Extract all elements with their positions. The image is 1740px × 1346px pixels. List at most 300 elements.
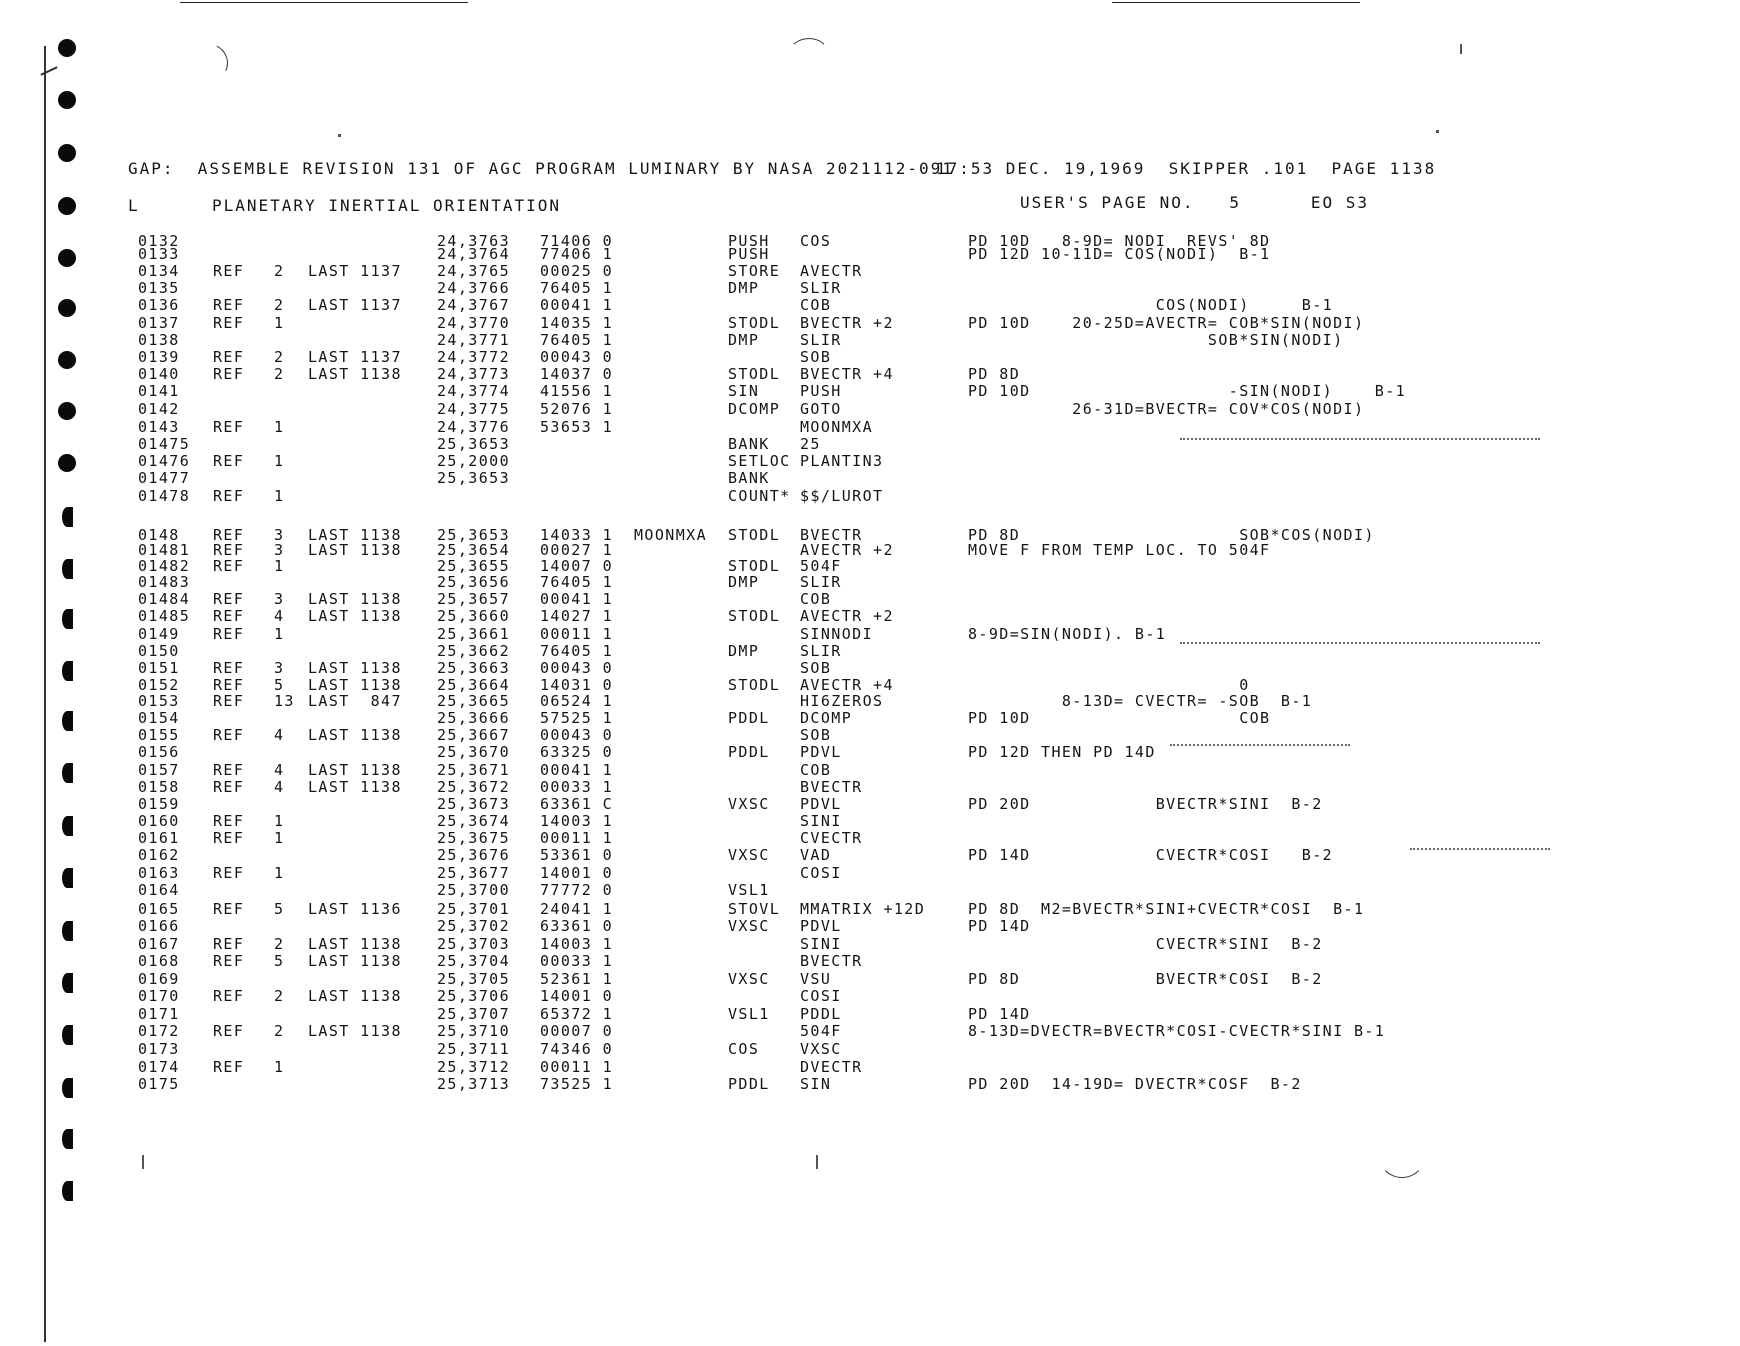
- ref-count: 1: [274, 625, 285, 643]
- opcode: VSL1: [728, 1005, 770, 1023]
- last-ref: LAST 1138: [308, 659, 402, 677]
- opcode: VXSC: [728, 795, 770, 813]
- operand: MOONMXA: [800, 418, 874, 436]
- octal-word: 76405 1: [540, 331, 614, 349]
- ref-flag: REF: [213, 526, 245, 544]
- operand: SLIR: [800, 279, 842, 297]
- address: 25,3711: [437, 1040, 511, 1058]
- ref-count: 2: [274, 262, 285, 280]
- operand: SOB: [800, 726, 832, 744]
- comment: PD 8D M2=BVECTR*SINI+CVECTR*COSI B-1: [968, 900, 1365, 918]
- tractor-hole: [58, 39, 76, 57]
- listing-row: [0, 279, 1740, 296]
- section-title: PLANETARY INERTIAL ORIENTATION: [212, 196, 561, 215]
- address: 25,3712: [437, 1058, 511, 1076]
- ref-count: 13: [274, 692, 295, 710]
- line-number: 0135: [138, 279, 180, 297]
- comment: PD 8D: [968, 365, 1021, 383]
- listing-row: [0, 314, 1740, 331]
- paper-speck: [142, 1155, 144, 1169]
- paper-speck: [816, 1155, 818, 1169]
- listing-row: [0, 1075, 1740, 1092]
- ref-flag: REF: [213, 296, 245, 314]
- listing-row: [0, 452, 1740, 469]
- last-ref: LAST 1138: [308, 676, 402, 694]
- line-number: 0134: [138, 262, 180, 280]
- ref-count: 4: [274, 607, 285, 625]
- listing-row: [0, 829, 1740, 846]
- print-smudge: [1410, 848, 1550, 850]
- line-number: 0138: [138, 331, 180, 349]
- octal-word: 76405 1: [540, 642, 614, 660]
- ref-count: 2: [274, 348, 285, 366]
- operand: VSU: [800, 970, 832, 988]
- operand: DVECTR: [800, 1058, 863, 1076]
- operand: BVECTR +4: [800, 365, 894, 383]
- opcode: STODL: [728, 526, 781, 544]
- octal-word: 41556 1: [540, 382, 614, 400]
- opcode: STODL: [728, 676, 781, 694]
- line-number: 01484: [138, 590, 191, 608]
- ref-flag: REF: [213, 778, 245, 796]
- line-number: 0158: [138, 778, 180, 796]
- ref-count: 2: [274, 1022, 285, 1040]
- line-number: 0162: [138, 846, 180, 864]
- operand: PLANTIN3: [800, 452, 884, 470]
- operand: BVECTR +2: [800, 314, 894, 332]
- ref-count: 1: [274, 829, 285, 847]
- comment: CVECTR*SINI B-2: [968, 935, 1323, 953]
- opcode: COS: [728, 1040, 760, 1058]
- last-ref: LAST 1138: [308, 365, 402, 383]
- address: 25,3666: [437, 709, 511, 727]
- last-ref: LAST 1138: [308, 935, 402, 953]
- opcode: STODL: [728, 314, 781, 332]
- line-number: 0165: [138, 900, 180, 918]
- ref-count: 4: [274, 726, 285, 744]
- line-number: 0148: [138, 526, 180, 544]
- ref-flag: REF: [213, 761, 245, 779]
- listing-row: [0, 607, 1740, 624]
- listing-row: [0, 676, 1740, 693]
- line-number: 0141: [138, 382, 180, 400]
- opcode: PDDL: [728, 743, 770, 761]
- listing-row: [0, 952, 1740, 969]
- octal-word: 00043 0: [540, 348, 614, 366]
- octal-word: 00033 1: [540, 778, 614, 796]
- ref-count: 4: [274, 778, 285, 796]
- octal-word: 73525 1: [540, 1075, 614, 1093]
- listing-row: [0, 987, 1740, 1004]
- listing-row: [0, 761, 1740, 778]
- address: 25,3660: [437, 607, 511, 625]
- address: 25,3700: [437, 881, 511, 899]
- line-number: 0161: [138, 829, 180, 847]
- octal-word: 77406 1: [540, 245, 614, 263]
- listing-row: [0, 382, 1740, 399]
- ref-count: 3: [274, 541, 285, 559]
- address: 25,3673: [437, 795, 511, 813]
- listing-row: [0, 917, 1740, 934]
- ref-flag: REF: [213, 829, 245, 847]
- ref-count: 1: [274, 487, 285, 505]
- address: 25,3655: [437, 557, 511, 575]
- last-ref: LAST 1138: [308, 541, 402, 559]
- opcode: PUSH: [728, 245, 770, 263]
- operand: SLIR: [800, 642, 842, 660]
- comment: MOVE F FROM TEMP LOC. TO 504F: [968, 541, 1271, 559]
- operand: AVECTR +4: [800, 676, 894, 694]
- ref-flag: REF: [213, 262, 245, 280]
- ref-flag: REF: [213, 864, 245, 882]
- opcode: PDDL: [728, 709, 770, 727]
- address: 25,3664: [437, 676, 511, 694]
- operand: PDVL: [800, 795, 842, 813]
- address: 24,3765: [437, 262, 511, 280]
- address: 25,3656: [437, 573, 511, 591]
- address: 25,3653: [437, 526, 511, 544]
- operand: SINI: [800, 935, 842, 953]
- last-ref: LAST 1138: [308, 761, 402, 779]
- comment: 0: [968, 676, 1250, 694]
- octal-word: 14027 1: [540, 607, 614, 625]
- opcode: VXSC: [728, 917, 770, 935]
- line-number: 0171: [138, 1005, 180, 1023]
- comment: PD 10D 20-25D=AVECTR= COB*SIN(NODI): [968, 314, 1365, 332]
- listing-row: [0, 1040, 1740, 1057]
- ref-flag: REF: [213, 625, 245, 643]
- opcode: STODL: [728, 365, 781, 383]
- opcode: VXSC: [728, 846, 770, 864]
- operand: MMATRIX +12D: [800, 900, 926, 918]
- octal-word: 77772 0: [540, 881, 614, 899]
- operand: VXSC: [800, 1040, 842, 1058]
- address: 25,3701: [437, 900, 511, 918]
- comment: 8-13D=DVECTR=BVECTR*COSI-CVECTR*SINI B-1: [968, 1022, 1386, 1040]
- listing-row: [0, 1058, 1740, 1075]
- operand: CVECTR: [800, 829, 863, 847]
- address: 25,3703: [437, 935, 511, 953]
- octal-word: 52076 1: [540, 400, 614, 418]
- octal-word: 63361 C: [540, 795, 614, 813]
- comment: PD 14D: [968, 917, 1031, 935]
- line-number: 0139: [138, 348, 180, 366]
- comment: PD 10D -SIN(NODI) B-1: [968, 382, 1407, 400]
- ref-flag: REF: [213, 557, 245, 575]
- line-number: 0140: [138, 365, 180, 383]
- octal-word: 00025 0: [540, 262, 614, 280]
- address: 25,3704: [437, 952, 511, 970]
- address: 24,3776: [437, 418, 511, 436]
- listing-row: [0, 625, 1740, 642]
- address: 25,3706: [437, 987, 511, 1005]
- ref-count: 2: [274, 365, 285, 383]
- listing-row: [0, 900, 1740, 917]
- operand: SINI: [800, 812, 842, 830]
- listing-row: [0, 245, 1740, 262]
- last-ref: LAST 1138: [308, 726, 402, 744]
- comment: PD 20D 14-19D= DVECTR*COSF B-2: [968, 1075, 1302, 1093]
- listing-row: [0, 935, 1740, 952]
- listing-row: [0, 881, 1740, 898]
- opcode: STODL: [728, 607, 781, 625]
- listing-row: [0, 795, 1740, 812]
- line-number: 0166: [138, 917, 180, 935]
- ref-count: 2: [274, 296, 285, 314]
- address: 25,3653: [437, 469, 511, 487]
- tractor-hole: [62, 1129, 73, 1149]
- octal-word: 00011 1: [540, 625, 614, 643]
- line-number: 0153: [138, 692, 180, 710]
- line-number: 0173: [138, 1040, 180, 1058]
- listing-row: [0, 778, 1740, 795]
- opcode: SIN: [728, 382, 760, 400]
- tractor-hole: [62, 1181, 73, 1201]
- comment: 8-9D=SIN(NODI). B-1: [968, 625, 1167, 643]
- opcode: DMP: [728, 331, 760, 349]
- address: 25,3674: [437, 812, 511, 830]
- ref-flag: REF: [213, 676, 245, 694]
- operand: COB: [800, 296, 832, 314]
- operand: PDDL: [800, 1005, 842, 1023]
- octal-word: 00041 1: [540, 296, 614, 314]
- opcode: SETLOC: [728, 452, 791, 470]
- ref-flag: REF: [213, 900, 245, 918]
- line-number: 0152: [138, 676, 180, 694]
- opcode: BANK: [728, 435, 770, 453]
- address: 24,3773: [437, 365, 511, 383]
- listing-row: [0, 469, 1740, 486]
- comment: PD 8D SOB*COS(NODI): [968, 526, 1375, 544]
- print-smudge: [1180, 642, 1540, 644]
- address: 24,3774: [437, 382, 511, 400]
- octal-word: 14001 0: [540, 864, 614, 882]
- line-number: 01475: [138, 435, 191, 453]
- listing-row: [0, 557, 1740, 574]
- octal-word: 00007 0: [540, 1022, 614, 1040]
- line-number: 0133: [138, 245, 180, 263]
- octal-word: 52361 1: [540, 970, 614, 988]
- octal-word: 00041 1: [540, 761, 614, 779]
- operand: AVECTR +2: [800, 607, 894, 625]
- line-number: 0143: [138, 418, 180, 436]
- listing-row: [0, 541, 1740, 558]
- opcode: PDDL: [728, 1075, 770, 1093]
- last-ref: LAST 1138: [308, 1022, 402, 1040]
- listing-row: [0, 642, 1740, 659]
- address: 24,3763: [437, 232, 511, 250]
- address: 25,3654: [437, 541, 511, 559]
- listing-row: [0, 573, 1740, 590]
- opcode: DMP: [728, 573, 760, 591]
- last-ref: LAST 1138: [308, 952, 402, 970]
- operand: GOTO: [800, 400, 842, 418]
- operand: SOB: [800, 348, 832, 366]
- octal-word: 24041 1: [540, 900, 614, 918]
- ref-flag: REF: [213, 987, 245, 1005]
- line-number: 0156: [138, 743, 180, 761]
- octal-word: 00043 0: [540, 659, 614, 677]
- margin-tick: [40, 66, 57, 75]
- ref-flag: REF: [213, 541, 245, 559]
- operand: PDVL: [800, 743, 842, 761]
- address: 25,3670: [437, 743, 511, 761]
- operand: DCOMP: [800, 709, 853, 727]
- address: 25,3705: [437, 970, 511, 988]
- listing-row: [0, 296, 1740, 313]
- octal-word: 53361 0: [540, 846, 614, 864]
- ref-count: 5: [274, 900, 285, 918]
- opcode: VSL1: [728, 881, 770, 899]
- ref-count: 3: [274, 590, 285, 608]
- comment: PD 12D 10-11D= COS(NODI) B-1: [968, 245, 1271, 263]
- line-number: 0169: [138, 970, 180, 988]
- ref-count: 3: [274, 659, 285, 677]
- address: 25,3663: [437, 659, 511, 677]
- ref-flag: REF: [213, 348, 245, 366]
- print-smudge: [1180, 438, 1540, 440]
- octal-word: 63361 0: [540, 917, 614, 935]
- listing-row: [0, 812, 1740, 829]
- line-number: 0151: [138, 659, 180, 677]
- line-number: 0155: [138, 726, 180, 744]
- last-ref: LAST 847: [308, 692, 402, 710]
- paper-speck: [1436, 130, 1439, 133]
- octal-word: 14007 0: [540, 557, 614, 575]
- line-number: 0157: [138, 761, 180, 779]
- octal-word: 00033 1: [540, 952, 614, 970]
- print-smudge: [1170, 744, 1350, 746]
- octal-word: 14003 1: [540, 935, 614, 953]
- address: 25,3665: [437, 692, 511, 710]
- header-line-left: GAP: ASSEMBLE REVISION 131 OF AGC PROGRAM LUMINARY BY NASA 2021112-091: [128, 159, 954, 178]
- ref-flag: REF: [213, 452, 245, 470]
- line-number: 0170: [138, 987, 180, 1005]
- last-ref: LAST 1137: [308, 262, 402, 280]
- listing-row: [0, 709, 1740, 726]
- address: 25,3675: [437, 829, 511, 847]
- line-number: 01477: [138, 469, 191, 487]
- listing-row: [0, 970, 1740, 987]
- line-number: 0154: [138, 709, 180, 727]
- comment: SOB*SIN(NODI): [968, 331, 1344, 349]
- operand: SINNODI: [800, 625, 874, 643]
- address: 25,3653: [437, 435, 511, 453]
- line-number: 0159: [138, 795, 180, 813]
- comment: PD 14D: [968, 1005, 1031, 1023]
- operand: COS: [800, 232, 832, 250]
- operand: 504F: [800, 1022, 842, 1040]
- address: 24,3775: [437, 400, 511, 418]
- comment: PD 20D BVECTR*SINI B-2: [968, 795, 1323, 813]
- octal-word: 63325 0: [540, 743, 614, 761]
- header-line-right: 17:53 DEC. 19,1969 SKIPPER .101 PAGE 1138: [936, 159, 1437, 178]
- ref-count: 1: [274, 452, 285, 470]
- listing-row: [0, 400, 1740, 417]
- ref-count: 2: [274, 935, 285, 953]
- comment: PD 10D 8-9D= NODI REVS' 8D: [968, 232, 1271, 250]
- tractor-hole: [62, 507, 73, 527]
- top-rule-right: [1112, 2, 1360, 3]
- opcode: PUSH: [728, 232, 770, 250]
- paper-mark-arc: [1378, 1130, 1426, 1178]
- last-ref: LAST 1136: [308, 900, 402, 918]
- listing-row: [0, 726, 1740, 743]
- users-page-number: USER'S PAGE NO. 5 EO S3: [1020, 193, 1369, 212]
- ref-flag: REF: [213, 365, 245, 383]
- listing-row: [0, 418, 1740, 435]
- ref-flag: REF: [213, 952, 245, 970]
- opcode: VXSC: [728, 970, 770, 988]
- ref-flag: REF: [213, 1022, 245, 1040]
- octal-word: 14003 1: [540, 812, 614, 830]
- octal-word: 76405 1: [540, 573, 614, 591]
- listing-row: [0, 1022, 1740, 1039]
- line-number: 01478: [138, 487, 191, 505]
- ref-flag: REF: [213, 487, 245, 505]
- tractor-hole: [58, 197, 76, 215]
- line-number: 0149: [138, 625, 180, 643]
- opcode: STORE: [728, 262, 781, 280]
- listing-row: [0, 659, 1740, 676]
- line-number: 0150: [138, 642, 180, 660]
- address: 25,3710: [437, 1022, 511, 1040]
- ref-count: 3: [274, 526, 285, 544]
- ref-flag: REF: [213, 314, 245, 332]
- last-ref: LAST 1138: [308, 987, 402, 1005]
- octal-word: 53653 1: [540, 418, 614, 436]
- ref-flag: REF: [213, 418, 245, 436]
- address: 24,3767: [437, 296, 511, 314]
- line-number: 01476: [138, 452, 191, 470]
- ref-flag: REF: [213, 590, 245, 608]
- operand: SIN: [800, 1075, 832, 1093]
- operand: COB: [800, 590, 832, 608]
- comment: 26-31D=BVECTR= COV*COS(NODI): [968, 400, 1365, 418]
- comment: PD 8D BVECTR*COSI B-2: [968, 970, 1323, 988]
- opcode: STODL: [728, 557, 781, 575]
- address: 25,3707: [437, 1005, 511, 1023]
- line-number: 0172: [138, 1022, 180, 1040]
- listing-row: [0, 487, 1740, 504]
- last-ref: LAST 1138: [308, 607, 402, 625]
- octal-word: 06524 1: [540, 692, 614, 710]
- address: 24,3764: [437, 245, 511, 263]
- address: 25,3671: [437, 761, 511, 779]
- listing-row: [0, 692, 1740, 709]
- line-number: 0142: [138, 400, 180, 418]
- octal-word: 00027 1: [540, 541, 614, 559]
- address: 25,3672: [437, 778, 511, 796]
- line-number: 0174: [138, 1058, 180, 1076]
- octal-word: 14001 0: [540, 987, 614, 1005]
- octal-word: 14033 1: [540, 526, 614, 544]
- ref-count: 4: [274, 761, 285, 779]
- operand: AVECTR: [800, 262, 863, 280]
- line-number: 0168: [138, 952, 180, 970]
- ref-count: 1: [274, 314, 285, 332]
- address: 25,2000: [437, 452, 511, 470]
- octal-word: 74346 0: [540, 1040, 614, 1058]
- ref-count: 2: [274, 987, 285, 1005]
- ref-flag: REF: [213, 1058, 245, 1076]
- operand: AVECTR +2: [800, 541, 894, 559]
- ref-flag: REF: [213, 935, 245, 953]
- last-ref: LAST 1138: [308, 526, 402, 544]
- octal-word: 76405 1: [540, 279, 614, 297]
- octal-word: 65372 1: [540, 1005, 614, 1023]
- operand: VAD: [800, 846, 832, 864]
